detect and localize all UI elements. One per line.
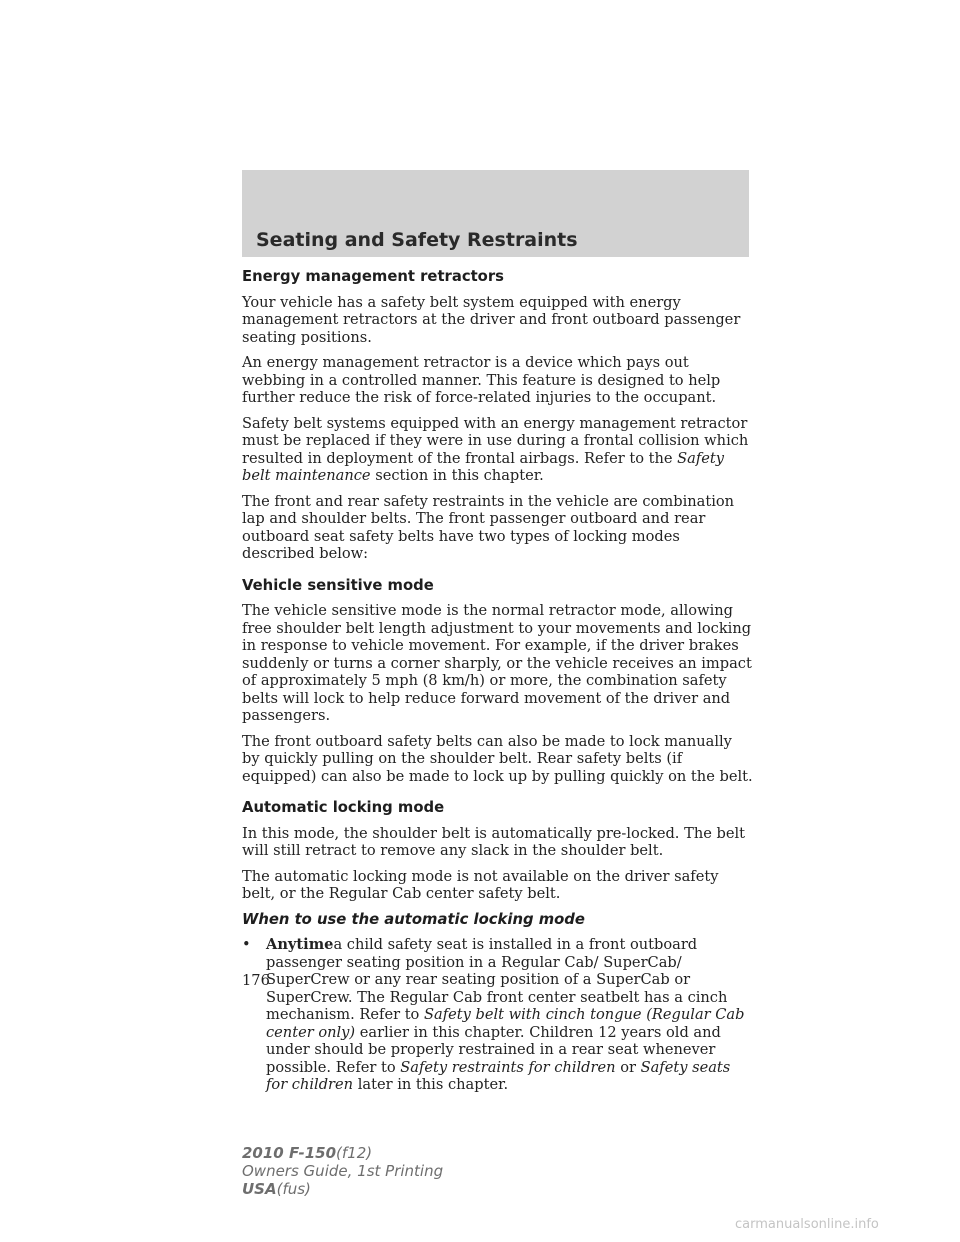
- page-number: 176: [242, 972, 270, 989]
- cross-reference: Safety restraints for children: [400, 1058, 616, 1076]
- heading-vehicle-sensitive-mode: Vehicle sensitive mode: [242, 576, 434, 594]
- bullet-lead: Anytime: [266, 936, 334, 953]
- heading-energy-management-retractors: Energy management retractors: [242, 268, 504, 285]
- heading-when-to-use-automatic-locking: When to use the automatic locking mode: [242, 910, 585, 928]
- footer-line-1: 2010 F-150(f12): [242, 1144, 373, 1162]
- paragraph: Your vehicle has a safety belt system equipped with energy management retractors at the driver and front outboard passenger seating positions.: [242, 293, 741, 346]
- bullet-item: • Anytimea child safety seat is installed in a front outboard passenger seating position in a Regular Cab/ SuperCab/ SuperCrew or any rear seating position of a SuperCab or SuperCrew. The Regular Cab front center seatbelt has a cinch mechanism. Refer to Safety belt with cinch tongue (Regular Cab center only) earlier in this chapter. Children 12 years old and under should be properly restrained in a rear seat whenever possible. Refer to Safety restraints for children or Safety seats for children later in this chapter.: [242, 936, 745, 1093]
- cross-reference: Safety seats for children: [266, 1058, 731, 1093]
- paragraph: The front and rear safety restraints in the vehicle are combination lap and shoulder belts. The front passenger outboard and rear outboard seat safety belts have two types of locking modes described below:: [242, 492, 735, 562]
- bullet-symbol: •: [242, 936, 251, 953]
- print-footer: [242, 1144, 443, 1198]
- heading-automatic-locking-mode: Automatic locking mode: [242, 799, 445, 816]
- paragraph: In this mode, the shoulder belt is automatically pre-locked. The belt will still retract to remove any slack in the shoulder belt.: [242, 824, 746, 859]
- watermark: carmanualsonline.info: [735, 1217, 879, 1232]
- paragraph: Safety belt systems equipped with an energy management retractor must be replaced if they were in use during a frontal collision which resulted in deployment of the frontal airbags. Refer to the Safety belt maintenance section in this chapter.: [242, 414, 749, 484]
- cross-reference: Safety belt with cinch tongue (Regular Cab center only): [266, 1006, 745, 1041]
- cross-reference: Safety belt maintenance: [242, 449, 725, 484]
- footer-line-2: Owners Guide, 1st Printing: [242, 1162, 444, 1180]
- paragraph: The automatic locking mode is not available on the driver safety belt, or the Regular Cab center safety belt.: [242, 867, 719, 902]
- paragraph: The vehicle sensitive mode is the normal retractor mode, allowing free shoulder belt length adjustment to your movements and locking in response to vehicle movement. For example, if the driver brakes suddenly or turns a corner sharply, or the vehicle receives an impact of approximately 5 mph (8 km/h) or more, the combination safety belts will lock to help reduce forward movement of the driver and passengers.: [242, 602, 752, 724]
- paragraph: The front outboard safety belts can also be made to lock manually by quickly pulling on the shoulder belt. Rear safety belts (if equipped) can also be made to lock up by pulling quickly on the belt.: [242, 732, 753, 785]
- footer-line-3: USA(fus): [242, 1180, 311, 1198]
- chapter-title: Seating and Safety Restraints: [256, 229, 578, 251]
- paragraph: An energy management retractor is a device which pays out webbing in a controlled manner. This feature is designed to help further reduce the risk of force-related injuries to the occupant.: [242, 354, 721, 406]
- page-content: [242, 268, 754, 1094]
